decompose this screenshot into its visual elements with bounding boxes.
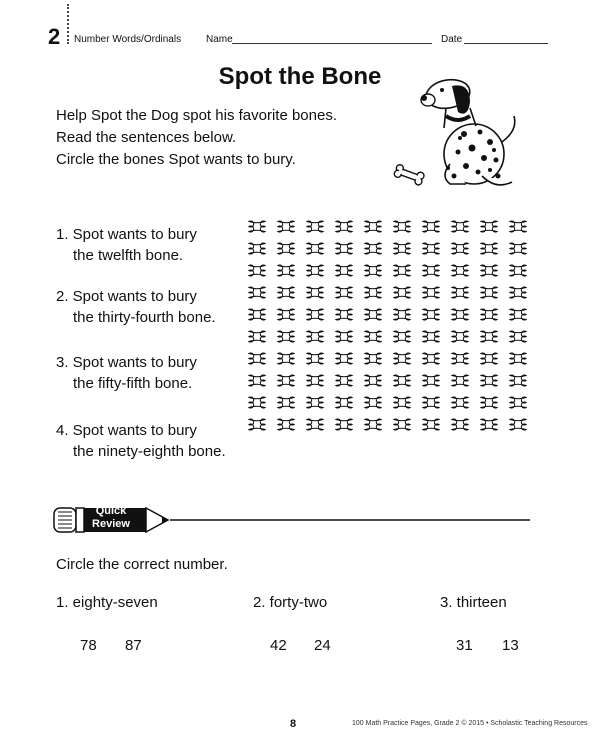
bone-icon[interactable] <box>452 243 468 254</box>
bone-icon[interactable] <box>365 331 381 342</box>
bone-icon[interactable] <box>249 243 265 254</box>
bone-icon[interactable] <box>307 309 323 320</box>
bone-icon[interactable] <box>394 419 410 430</box>
bone-icon[interactable] <box>481 287 497 298</box>
bone-icon[interactable] <box>336 265 352 276</box>
footer-credit: 100 Math Practice Pages, Grade 2 © 2015 • Scholastic Teaching Resources <box>352 720 588 727</box>
bone-icon[interactable] <box>365 419 381 430</box>
bone-icon[interactable] <box>249 375 265 386</box>
bone-icon[interactable] <box>307 265 323 276</box>
bone-icon[interactable] <box>510 375 526 386</box>
question-text: the ninety-eighth bone. <box>73 443 226 460</box>
bone-icon[interactable] <box>307 375 323 386</box>
bone-icon[interactable] <box>481 397 497 408</box>
question-3 <box>56 352 197 394</box>
bone-icon[interactable] <box>423 265 439 276</box>
bone-icon[interactable] <box>307 331 323 342</box>
question-text: the thirty-fourth bone. <box>73 309 216 326</box>
bone-icon[interactable] <box>278 331 294 342</box>
quick-review-label-line: Review <box>92 518 130 530</box>
bone-icon[interactable] <box>365 287 381 298</box>
header-divider <box>67 4 69 44</box>
bone-icon[interactable] <box>394 287 410 298</box>
review-option[interactable]: 24 <box>314 637 331 654</box>
bone-icon[interactable] <box>278 243 294 254</box>
review-item-prompt: 1. eighty-seven <box>56 594 158 611</box>
bone-icon[interactable] <box>452 309 468 320</box>
bone-icon[interactable] <box>394 309 410 320</box>
bone-icon[interactable] <box>336 331 352 342</box>
bone-icon[interactable] <box>307 221 323 232</box>
page-title: Spot the Bone <box>218 63 382 90</box>
bone-icon[interactable] <box>423 375 439 386</box>
quick-review-instruction: Circle the correct number. <box>56 556 228 573</box>
bone-icon[interactable] <box>423 221 439 232</box>
bone-icon[interactable] <box>510 419 526 430</box>
bone-icon[interactable] <box>336 419 352 430</box>
name-label: Name <box>206 34 233 45</box>
ground-bone-icon <box>393 164 425 186</box>
bone-icon[interactable] <box>510 309 526 320</box>
bone-icon[interactable] <box>307 353 323 364</box>
bone-icon[interactable] <box>481 375 497 386</box>
bone-icon[interactable] <box>278 419 294 430</box>
bone-icon[interactable] <box>423 397 439 408</box>
review-option[interactable]: 31 <box>456 637 473 654</box>
bone-icon[interactable] <box>423 287 439 298</box>
bone-icon[interactable] <box>394 243 410 254</box>
bone-icon[interactable] <box>249 419 265 430</box>
bone-icon[interactable] <box>336 309 352 320</box>
question-text: 1. Spot wants to bury <box>56 226 197 243</box>
intro-line: Help Spot the Dog spot his favorite bones. <box>56 107 338 124</box>
bone-icon[interactable] <box>452 221 468 232</box>
review-option[interactable]: 42 <box>270 637 287 654</box>
bone-icon[interactable] <box>510 265 526 276</box>
bone-icon[interactable] <box>510 331 526 342</box>
bone-icon[interactable] <box>510 287 526 298</box>
bone-icon[interactable] <box>336 243 352 254</box>
bone-icon[interactable] <box>394 397 410 408</box>
bone-icon[interactable] <box>394 353 410 364</box>
question-2 <box>56 286 216 328</box>
bone-icon[interactable] <box>510 397 526 408</box>
bone-icon[interactable] <box>365 265 381 276</box>
bone-icon[interactable] <box>452 375 468 386</box>
question-text: 3. Spot wants to bury <box>56 354 197 371</box>
question-1 <box>56 224 197 266</box>
bone-icon[interactable] <box>336 353 352 364</box>
bone-icon[interactable] <box>278 287 294 298</box>
quick-review-label <box>88 505 134 531</box>
bone-icon[interactable] <box>423 243 439 254</box>
bone-icon[interactable] <box>394 265 410 276</box>
bone-icon[interactable] <box>481 331 497 342</box>
bone-icon[interactable] <box>249 353 265 364</box>
bone-icon[interactable] <box>481 309 497 320</box>
bone-icon[interactable] <box>423 331 439 342</box>
bone-icon[interactable] <box>452 265 468 276</box>
quick-review-label-line: Quick <box>95 505 127 517</box>
dalmatian-dog-illustration <box>386 72 526 192</box>
bone-grid <box>244 218 534 438</box>
bone-icon[interactable] <box>423 353 439 364</box>
review-item-prompt: 2. forty-two <box>253 594 328 611</box>
bone-icon[interactable] <box>481 353 497 364</box>
bone-icon[interactable] <box>365 353 381 364</box>
intro-line: Read the sentences below. <box>56 129 237 146</box>
bone-icon[interactable] <box>249 265 265 276</box>
bone-icon[interactable] <box>249 331 265 342</box>
bone-icon[interactable] <box>249 221 265 232</box>
bone-icon[interactable] <box>423 419 439 430</box>
date-field[interactable] <box>464 43 548 44</box>
bone-icon[interactable] <box>452 397 468 408</box>
bone-icon[interactable] <box>249 309 265 320</box>
bone-icon[interactable] <box>278 375 294 386</box>
bone-icon[interactable] <box>365 397 381 408</box>
bone-icon[interactable] <box>452 353 468 364</box>
bone-icon[interactable] <box>336 397 352 408</box>
question-text: the fifty-fifth bone. <box>73 375 193 392</box>
bone-icon[interactable] <box>278 221 294 232</box>
bone-icon[interactable] <box>249 397 265 408</box>
bone-icon[interactable] <box>510 243 526 254</box>
bone-icon[interactable] <box>365 309 381 320</box>
bone-icon[interactable] <box>452 419 468 430</box>
bone-icon[interactable] <box>278 353 294 364</box>
question-text: 4. Spot wants to bury <box>56 422 197 439</box>
intro-text <box>56 105 337 171</box>
bone-icon[interactable] <box>365 221 381 232</box>
bone-icon[interactable] <box>423 309 439 320</box>
bone-icon[interactable] <box>307 287 323 298</box>
bone-icon[interactable] <box>249 287 265 298</box>
bone-icon[interactable] <box>336 287 352 298</box>
bone-icon[interactable] <box>278 397 294 408</box>
worksheet-topic: Number Words/Ordinals <box>74 34 182 45</box>
bone-icon[interactable] <box>452 331 468 342</box>
bone-icon[interactable] <box>481 265 497 276</box>
intro-line: Circle the bones Spot wants to bury. <box>56 151 296 168</box>
question-text: the twelfth bone. <box>73 247 184 264</box>
review-option[interactable]: 87 <box>125 637 142 654</box>
bone-icon[interactable] <box>336 375 352 386</box>
bone-icon[interactable] <box>307 419 323 430</box>
bone-icon[interactable] <box>510 221 526 232</box>
bone-icon[interactable] <box>452 287 468 298</box>
bone-icon[interactable] <box>278 265 294 276</box>
bone-icon[interactable] <box>307 397 323 408</box>
bone-icon[interactable] <box>510 353 526 364</box>
bone-icon[interactable] <box>394 375 410 386</box>
bone-icon[interactable] <box>307 243 323 254</box>
review-option[interactable]: 78 <box>80 637 97 654</box>
bone-icon[interactable] <box>336 221 352 232</box>
bone-icon[interactable] <box>481 221 497 232</box>
question-4 <box>56 420 226 462</box>
worksheet-number: 2 <box>48 24 61 49</box>
bone-icon[interactable] <box>278 309 294 320</box>
bone-icon[interactable] <box>394 221 410 232</box>
question-text: 2. Spot wants to bury <box>56 288 197 305</box>
review-item-prompt: 3. thirteen <box>440 594 507 611</box>
bone-icon[interactable] <box>365 243 381 254</box>
date-label: Date <box>441 34 463 45</box>
name-field[interactable] <box>232 43 432 44</box>
bone-icon[interactable] <box>481 419 497 430</box>
bone-icon[interactable] <box>394 331 410 342</box>
bone-icon[interactable] <box>481 243 497 254</box>
bone-icon[interactable] <box>365 375 381 386</box>
footer-page-number: 8 <box>290 718 297 730</box>
review-option[interactable]: 13 <box>502 637 519 654</box>
